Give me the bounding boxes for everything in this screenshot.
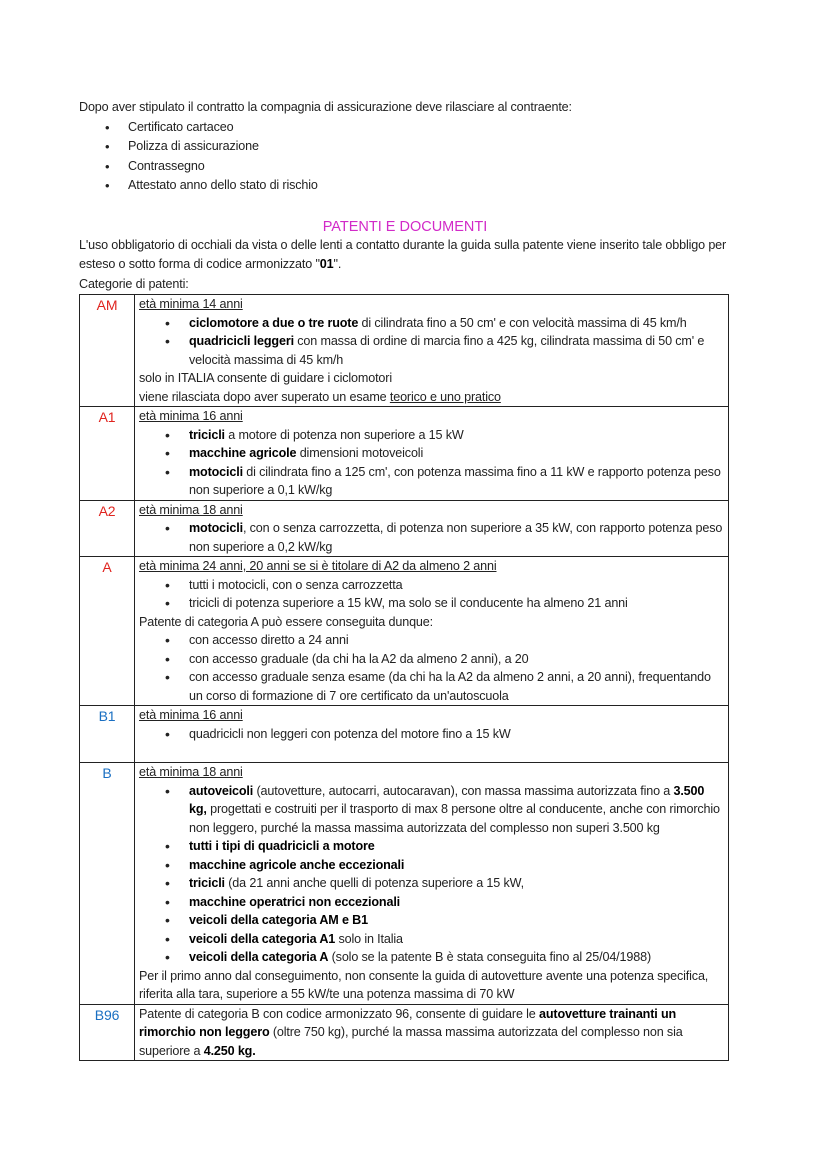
min-age: età minima 18 anni: [139, 502, 243, 517]
table-row: [80, 295, 729, 407]
item-bold: 4.250 kg.: [203, 1043, 256, 1058]
item-bold: autovetture trainanti un rimorchio non leggero: [139, 1006, 677, 1039]
table-row: [80, 500, 729, 557]
min-age: età minima 16 anni: [139, 409, 243, 423]
list-item: [139, 782, 724, 838]
intro-list: [79, 118, 731, 196]
category-code: B: [80, 763, 135, 1005]
list-item: [139, 856, 724, 875]
category-details: [135, 500, 729, 557]
table-row: [80, 407, 729, 501]
item-bold: motocicli: [189, 464, 243, 479]
item-text: dimensioni motoveicoli: [296, 446, 424, 460]
item-text: di cilindrata fino a 50 cm' e con velocità massima di 45 km/h: [358, 315, 687, 330]
note-underlined: teorico e uno pratico: [389, 389, 501, 404]
note-line: solo in ITALIA consente di guidare i ciclomotori: [139, 371, 392, 385]
category-details: [135, 706, 729, 763]
min-age: età minima 14 anni: [139, 297, 243, 311]
vehicle-list: [139, 725, 724, 744]
item-bold: motocicli: [189, 521, 243, 535]
list-item: [139, 837, 724, 856]
note-line: Per il primo anno dal conseguimento, non consente la guida di autovetture avente una potenza specifica, riferita alla tara, superiore a 55 kW/te una potenza massima di 70 kW: [139, 968, 709, 1001]
vehicle-list: [139, 426, 724, 500]
list-item: [139, 314, 724, 333]
item-bold: tutti i tipi di quadricicli a motore: [189, 839, 375, 853]
category-code: A2: [80, 500, 135, 557]
note-line: Patente di categoria A può essere conseguita dunque:: [139, 614, 433, 629]
harmonized-code: 01: [319, 257, 334, 271]
item-bold: veicoli della categoria A: [189, 950, 329, 964]
category-code: A: [80, 557, 135, 706]
item-bold: macchine agricole: [189, 446, 297, 460]
list-item: [139, 948, 724, 967]
min-age: età minima 16 anni: [139, 708, 243, 722]
item-text: (autovetture, autocarri, autocaravan), con massa massima autorizzata fino a: [253, 783, 674, 798]
category-code: B96: [80, 1004, 135, 1061]
item-bold: veicoli della categoria AM e B1: [189, 913, 368, 927]
list-item: • tutti i motocicli, con o senza carrozzetta: [139, 576, 724, 595]
category-details: [135, 407, 729, 501]
table-row: [80, 706, 729, 763]
item-text: Patente di categoria B con codice armonizzato 96, consente di guidare le: [139, 1006, 540, 1021]
category-details: [135, 295, 729, 407]
item-text: con massa di ordine di marcia fino a 425 kg, cilindrata massima di 50 cm' e velocità massima di 45 km/h: [189, 334, 705, 367]
list-item: [139, 463, 724, 500]
list-item: • Certificato cartaceo: [79, 118, 731, 138]
list-item: [139, 426, 724, 445]
list-item: • quadricicli non leggeri con potenza del motore fino a 15 kW: [139, 725, 724, 744]
item-text: solo in Italia: [335, 931, 403, 946]
list-item: • Contrassegno: [79, 157, 731, 177]
min-age: età minima 18 anni: [139, 765, 243, 779]
item-bold: macchine operatrici non eccezionali: [189, 894, 401, 909]
list-item: • con accesso graduale senza esame (da chi ha la A2 da almeno 2 anni, a 20 anni), frequentando un corso di formazione di 7 ore certificato da un'autoscuola: [139, 668, 724, 705]
item-bold: 3.500 kg,: [189, 783, 705, 816]
vehicle-list: [139, 782, 724, 967]
section-title: PATENTI E DOCUMENTI: [322, 218, 488, 235]
paragraph-text-end: ".: [333, 257, 342, 271]
category-code: A1: [80, 407, 135, 501]
list-item: [139, 874, 724, 893]
item-bold: ciclomotore a due o tre ruote: [189, 315, 359, 330]
license-categories-table: [79, 294, 729, 1061]
list-item: [139, 332, 724, 369]
note-line: [139, 388, 724, 407]
category-details: [135, 763, 729, 1005]
vehicle-list: [139, 519, 724, 556]
item-bold: tricicli: [189, 876, 225, 890]
vehicle-list: [139, 576, 724, 613]
list-item: [139, 911, 724, 930]
item-text: , con o senza carrozzetta, di potenza non superiore a 35 kW, con rapporto potenza peso non superiore a 0,2 kW/kg: [189, 521, 723, 554]
item-bold: veicoli della categoria A1: [189, 931, 336, 946]
item-text: (da 21 anni anche quelli di potenza superiore a 15 kW,: [224, 876, 525, 890]
table-row: [80, 763, 729, 1005]
item-text: a motore di potenza non superiore a 15 kW: [224, 427, 464, 442]
category-details: [135, 557, 729, 706]
table-row: [80, 557, 729, 706]
min-age: età minima 24 anni, 20 anni se si è titolare di A2 da almeno 2 anni: [139, 559, 497, 573]
item-bold: macchine agricole anche eccezionali: [189, 857, 405, 872]
item-bold: autoveicoli: [189, 783, 254, 798]
list-item: • con accesso diretto a 24 anni: [139, 631, 724, 650]
item-bold: quadricicli leggeri: [189, 334, 294, 348]
list-item: • con accesso graduale (da chi ha la A2 da almeno 2 anni), a 20: [139, 650, 724, 669]
item-bold: tricicli: [189, 427, 225, 442]
list-item: • Polizza di assicurazione: [79, 137, 731, 157]
category-code: AM: [80, 295, 135, 407]
list-item: [139, 893, 724, 912]
list-item: [139, 519, 724, 556]
item-text: di cilindrata fino a 125 cm', con potenza massima fino a 11 kW e rapporto potenza peso non superiore a 0,1 kW/kg: [189, 464, 721, 497]
item-text: (solo se la patente B è stata conseguita fino al 25/04/1988): [328, 950, 651, 964]
categories-label: Categorie di patenti:: [79, 276, 189, 291]
list-item: [139, 444, 724, 463]
item-text: (oltre 750 kg), purché la massa massima autorizzata del complesso non sia superiore a: [139, 1025, 683, 1058]
category-code: B1: [80, 706, 135, 763]
list-item: • Attestato anno dello stato di rischio: [79, 176, 731, 196]
glasses-paragraph: [79, 236, 731, 275]
item-text: progettati e costruiti per il trasporto di max 8 persone oltre al conducente, anche con rimorchio non leggero, purché la massa massima autorizzata del complesso non superi 3.500 kg: [189, 802, 720, 835]
list-item: • tricicli di potenza superiore a 15 kW, ma solo se il conducente ha almeno 21 anni: [139, 594, 724, 613]
note-text: viene rilasciata dopo aver superato un esame: [139, 389, 390, 404]
document-page: [79, 98, 731, 1061]
category-details: [135, 1004, 729, 1061]
vehicle-list: [139, 314, 724, 370]
list-item: [139, 930, 724, 949]
paragraph-text: L'uso obbligatorio di occhiali da vista o delle lenti a contatto durante la guida sulla patente viene inserito tale obbligo per esteso o sotto forma di codice armonizzato ": [79, 237, 727, 271]
access-list: [139, 631, 724, 705]
intro-text: Dopo aver stipulato il contratto la compagnia di assicurazione deve rilasciare al contraente:: [79, 100, 572, 114]
table-row: [80, 1004, 729, 1061]
